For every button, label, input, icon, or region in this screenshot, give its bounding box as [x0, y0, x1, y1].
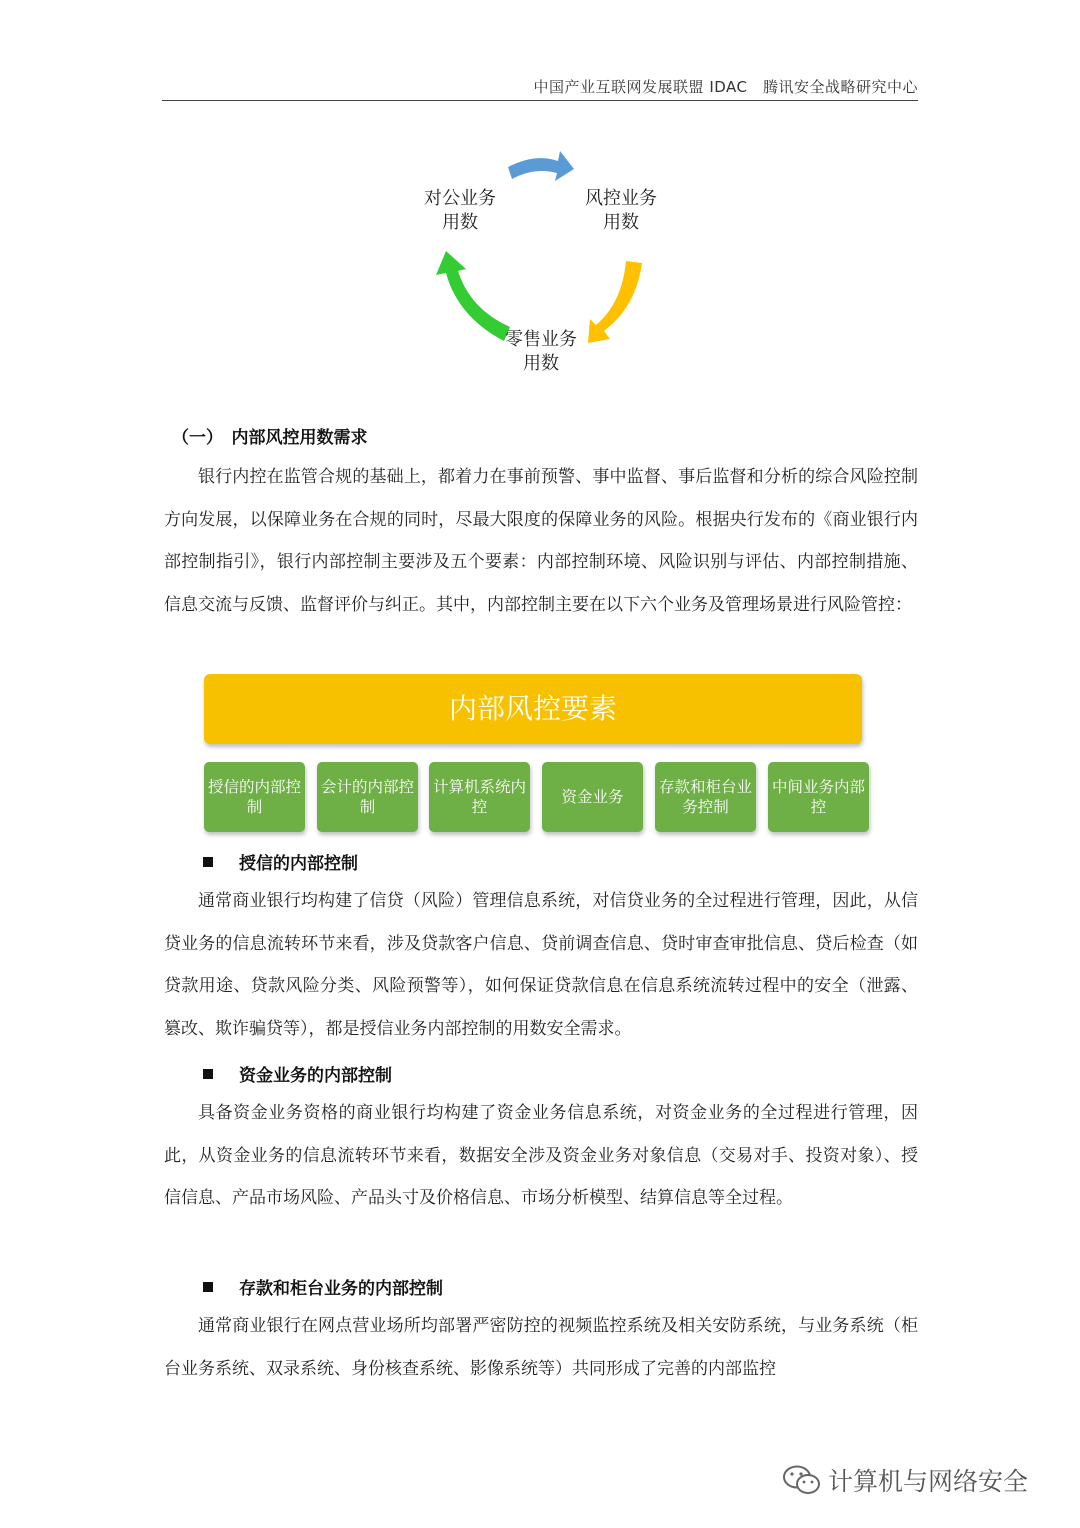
bullet-square-icon	[203, 1282, 213, 1292]
item-body-deposit: 通常商业银行在网点营业场所均部署严密防控的视频监控系统及相关安防系统，与业务系统（柜台业务系统、双录系统、身份核查系统、影像系统等）共同形成了完善的内部监控	[164, 1316, 918, 1379]
element-box-intermediary: 中间业务内部控	[768, 762, 869, 832]
cycle-diagram	[400, 145, 690, 385]
bullet-square-icon	[203, 1069, 213, 1079]
element-box-funds: 资金业务	[542, 762, 643, 832]
section-intro: 银行内控在监管合规的基础上，都着力在事前预警、事中监督、事后监督和分析的综合风险控制方向发展，以保障业务在合规的同时，尽最大限度的保障业务的风险。根据央行发布的《商业银行内部控制指引》，银行内部控制主要涉及五个要素：内部控制环境、风险识别与评估、内部控制措施、信息交流与反馈、监督评价与纠正。其中，内部控制主要在以下六个业务及管理场景进行风险管控：	[164, 467, 918, 615]
watermark	[782, 1458, 1052, 1502]
element-box-accounting: 会计的内部控制	[317, 762, 418, 832]
risk-elements-banner: 内部风控要素	[204, 674, 862, 744]
section-title: （一） 内部风控用数需求	[172, 428, 368, 448]
element-box-computer: 计算机系统内控	[429, 762, 530, 832]
blue-arrow	[508, 151, 574, 181]
yellow-arrow	[588, 261, 642, 343]
cycle-label-retail: 零售业务 用数	[505, 329, 577, 374]
item-body-funds: 具备资金业务资格的商业银行均构建了资金业务信息系统，对资金业务的全过程进行管理，因此，从资金业务的信息流转环节来看，数据安全涉及资金业务对象信息（交易对手、投资对象）、授信信息、产品市场风险、产品头寸及价格信息、市场分析模型、结算信息等全过程。	[164, 1103, 918, 1208]
element-box-credit: 授信的内部控制	[204, 762, 305, 832]
page-header: 中国产业互联网发展联盟 IDAC 腾讯安全战略研究中心	[533, 78, 918, 96]
bullet-square-icon	[203, 857, 213, 867]
item-heading-credit: 授信的内部控制	[203, 849, 358, 874]
cycle-label-risk: 风控业务 用数	[585, 188, 657, 233]
watermark-text: 计算机与网络安全	[828, 1467, 1029, 1496]
wechat-icon	[782, 1463, 822, 1497]
item-body-credit: 通常商业银行均构建了信贷（风险）管理信息系统，对信贷业务的全过程进行管理，因此，从信贷业务的信息流转环节来看，涉及贷款客户信息、贷前调查信息、贷时审查审批信息、贷后检查（如贷款用途、贷款风险分类、风险预警等），如何保证贷款信息在信息系统流转过程中的安全（泄露、篡改、欺诈骗贷等），都是授信业务内部控制的用数安全需求。	[164, 891, 918, 1039]
cycle-label-corporate: 对公业务 用数	[424, 188, 496, 233]
element-box-deposit: 存款和柜台业务控制	[655, 762, 756, 832]
risk-elements-boxes	[204, 762, 874, 834]
header-divider	[162, 100, 918, 101]
item-heading-deposit: 存款和柜台业务的内部控制	[203, 1274, 443, 1299]
item-heading-funds: 资金业务的内部控制	[203, 1061, 392, 1086]
